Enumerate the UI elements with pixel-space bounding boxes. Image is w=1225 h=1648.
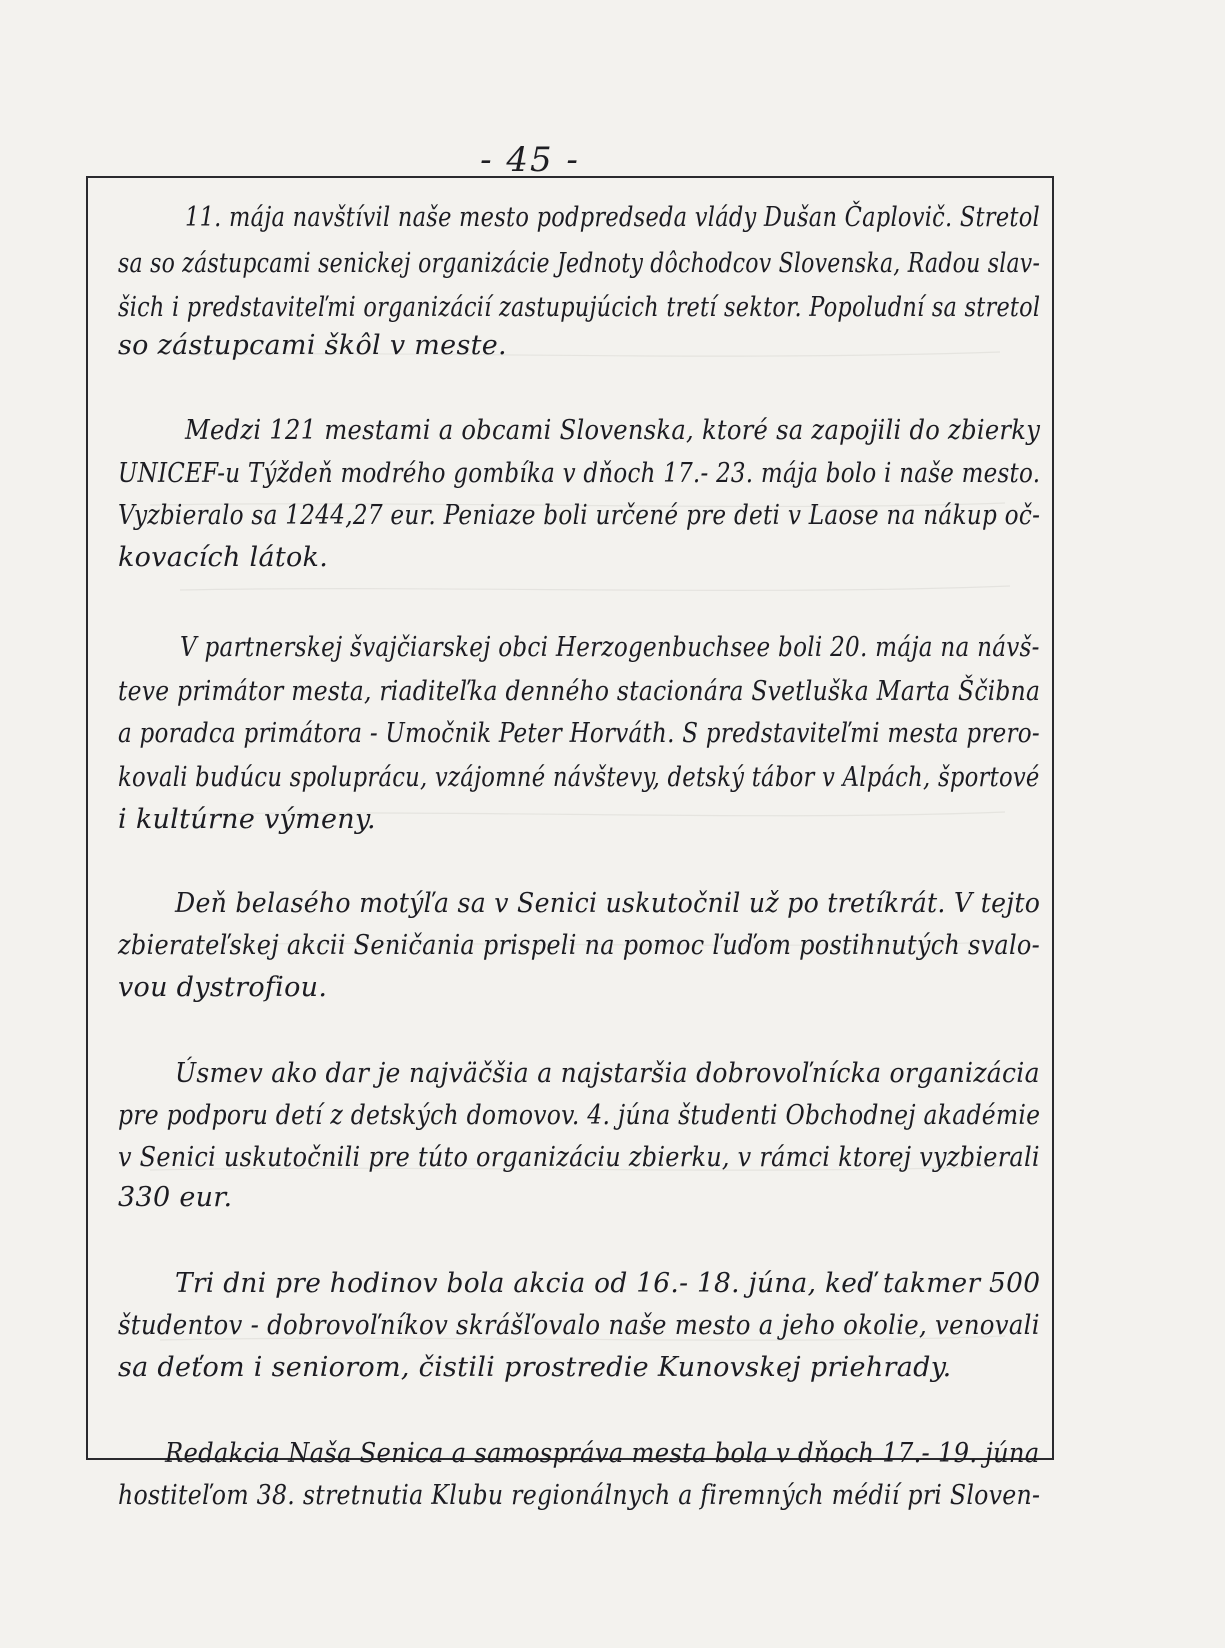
text-line: v Senici uskutočnili pre túto organizáciu zbierku, v rámci ktorej vyzbierali (118, 1142, 1040, 1173)
text-line: teve primátor mesta, riaditeľka denného stacionára Svetluška Marta Ščibna (118, 676, 1041, 707)
text-line: 11. mája navštívil naše mesto podpredseda vlády Dušan Čaplovič. Stretol (185, 202, 1040, 233)
text-line: 330 eur. (118, 1182, 233, 1213)
text-line: V partnerskej švajčiarskej obci Herzogenbuchsee boli 20. mája na návš- (180, 632, 1040, 663)
text-line: a poradca primátora - Umočnik Peter Horváth. S predstaviteľmi mesta prero- (118, 718, 1040, 749)
text-line: hostiteľom 38. stretnutia Klubu regionálnych a firemných médií pri Sloven- (118, 1480, 1041, 1511)
text-line: Medzi 121 mestami a obcami Slovenska, ktoré sa zapojili do zbierky (185, 415, 1041, 446)
text-line: Úsmev ako dar je najväčšia a najstaršia dobrovoľnícka organizácia (175, 1058, 1040, 1089)
text-line: Vyzbieralo sa 1244,27 eur. Peniaze boli určené pre deti v Laose na nákup oč- (118, 500, 1041, 531)
text-line: so zástupcami škôl v meste. (118, 330, 507, 361)
text-line: zbierateľskej akcii Seničania prispeli na pomoc ľuďom postihnutých svalo- (118, 930, 1040, 961)
text-line: pre podporu detí z detských domovov. 4. júna študenti Obchodnej akadémie (118, 1100, 1041, 1131)
text-line: kovali budúcu spoluprácu, vzájomné návštevy, detský tábor v Alpách, športové (118, 762, 1040, 793)
text-line: kovacích látok. (118, 542, 329, 573)
text-line: Tri dni pre hodinov bola akcia od 16.- 18. júna, keď takmer 500 (175, 1268, 1041, 1299)
text-line: UNICEF-u Týždeň modrého gombíka v dňoch 17.- 23. mája bolo i naše mesto. (118, 458, 1041, 489)
text-line: Deň belasého motýľa sa v Senici uskutočnil už po tretíkrát. V tejto (175, 888, 1041, 919)
text-line: študentov - dobrovoľníkov skrášľovalo naše mesto a jeho okolie, venovali (118, 1310, 1040, 1341)
text-line: Redakcia Naša Senica a samospráva mesta bola v dňoch 17.- 19. júna (165, 1438, 1040, 1469)
page-number: - 45 - (480, 140, 580, 180)
text-line: sa deťom i seniorom, čistili prostredie Kunovskej priehrady. (118, 1352, 952, 1383)
text-line: vou dystrofiou. (118, 972, 328, 1003)
text-line: šich i predstaviteľmi organizácií zastupujúcich tretí sektor. Popoludní sa stretol (118, 292, 1041, 323)
text-line: sa so zástupcami senickej organizácie Jednoty dôchodcov Slovenska, Radou slav- (118, 248, 1041, 279)
text-line: i kultúrne výmeny. (118, 804, 376, 835)
